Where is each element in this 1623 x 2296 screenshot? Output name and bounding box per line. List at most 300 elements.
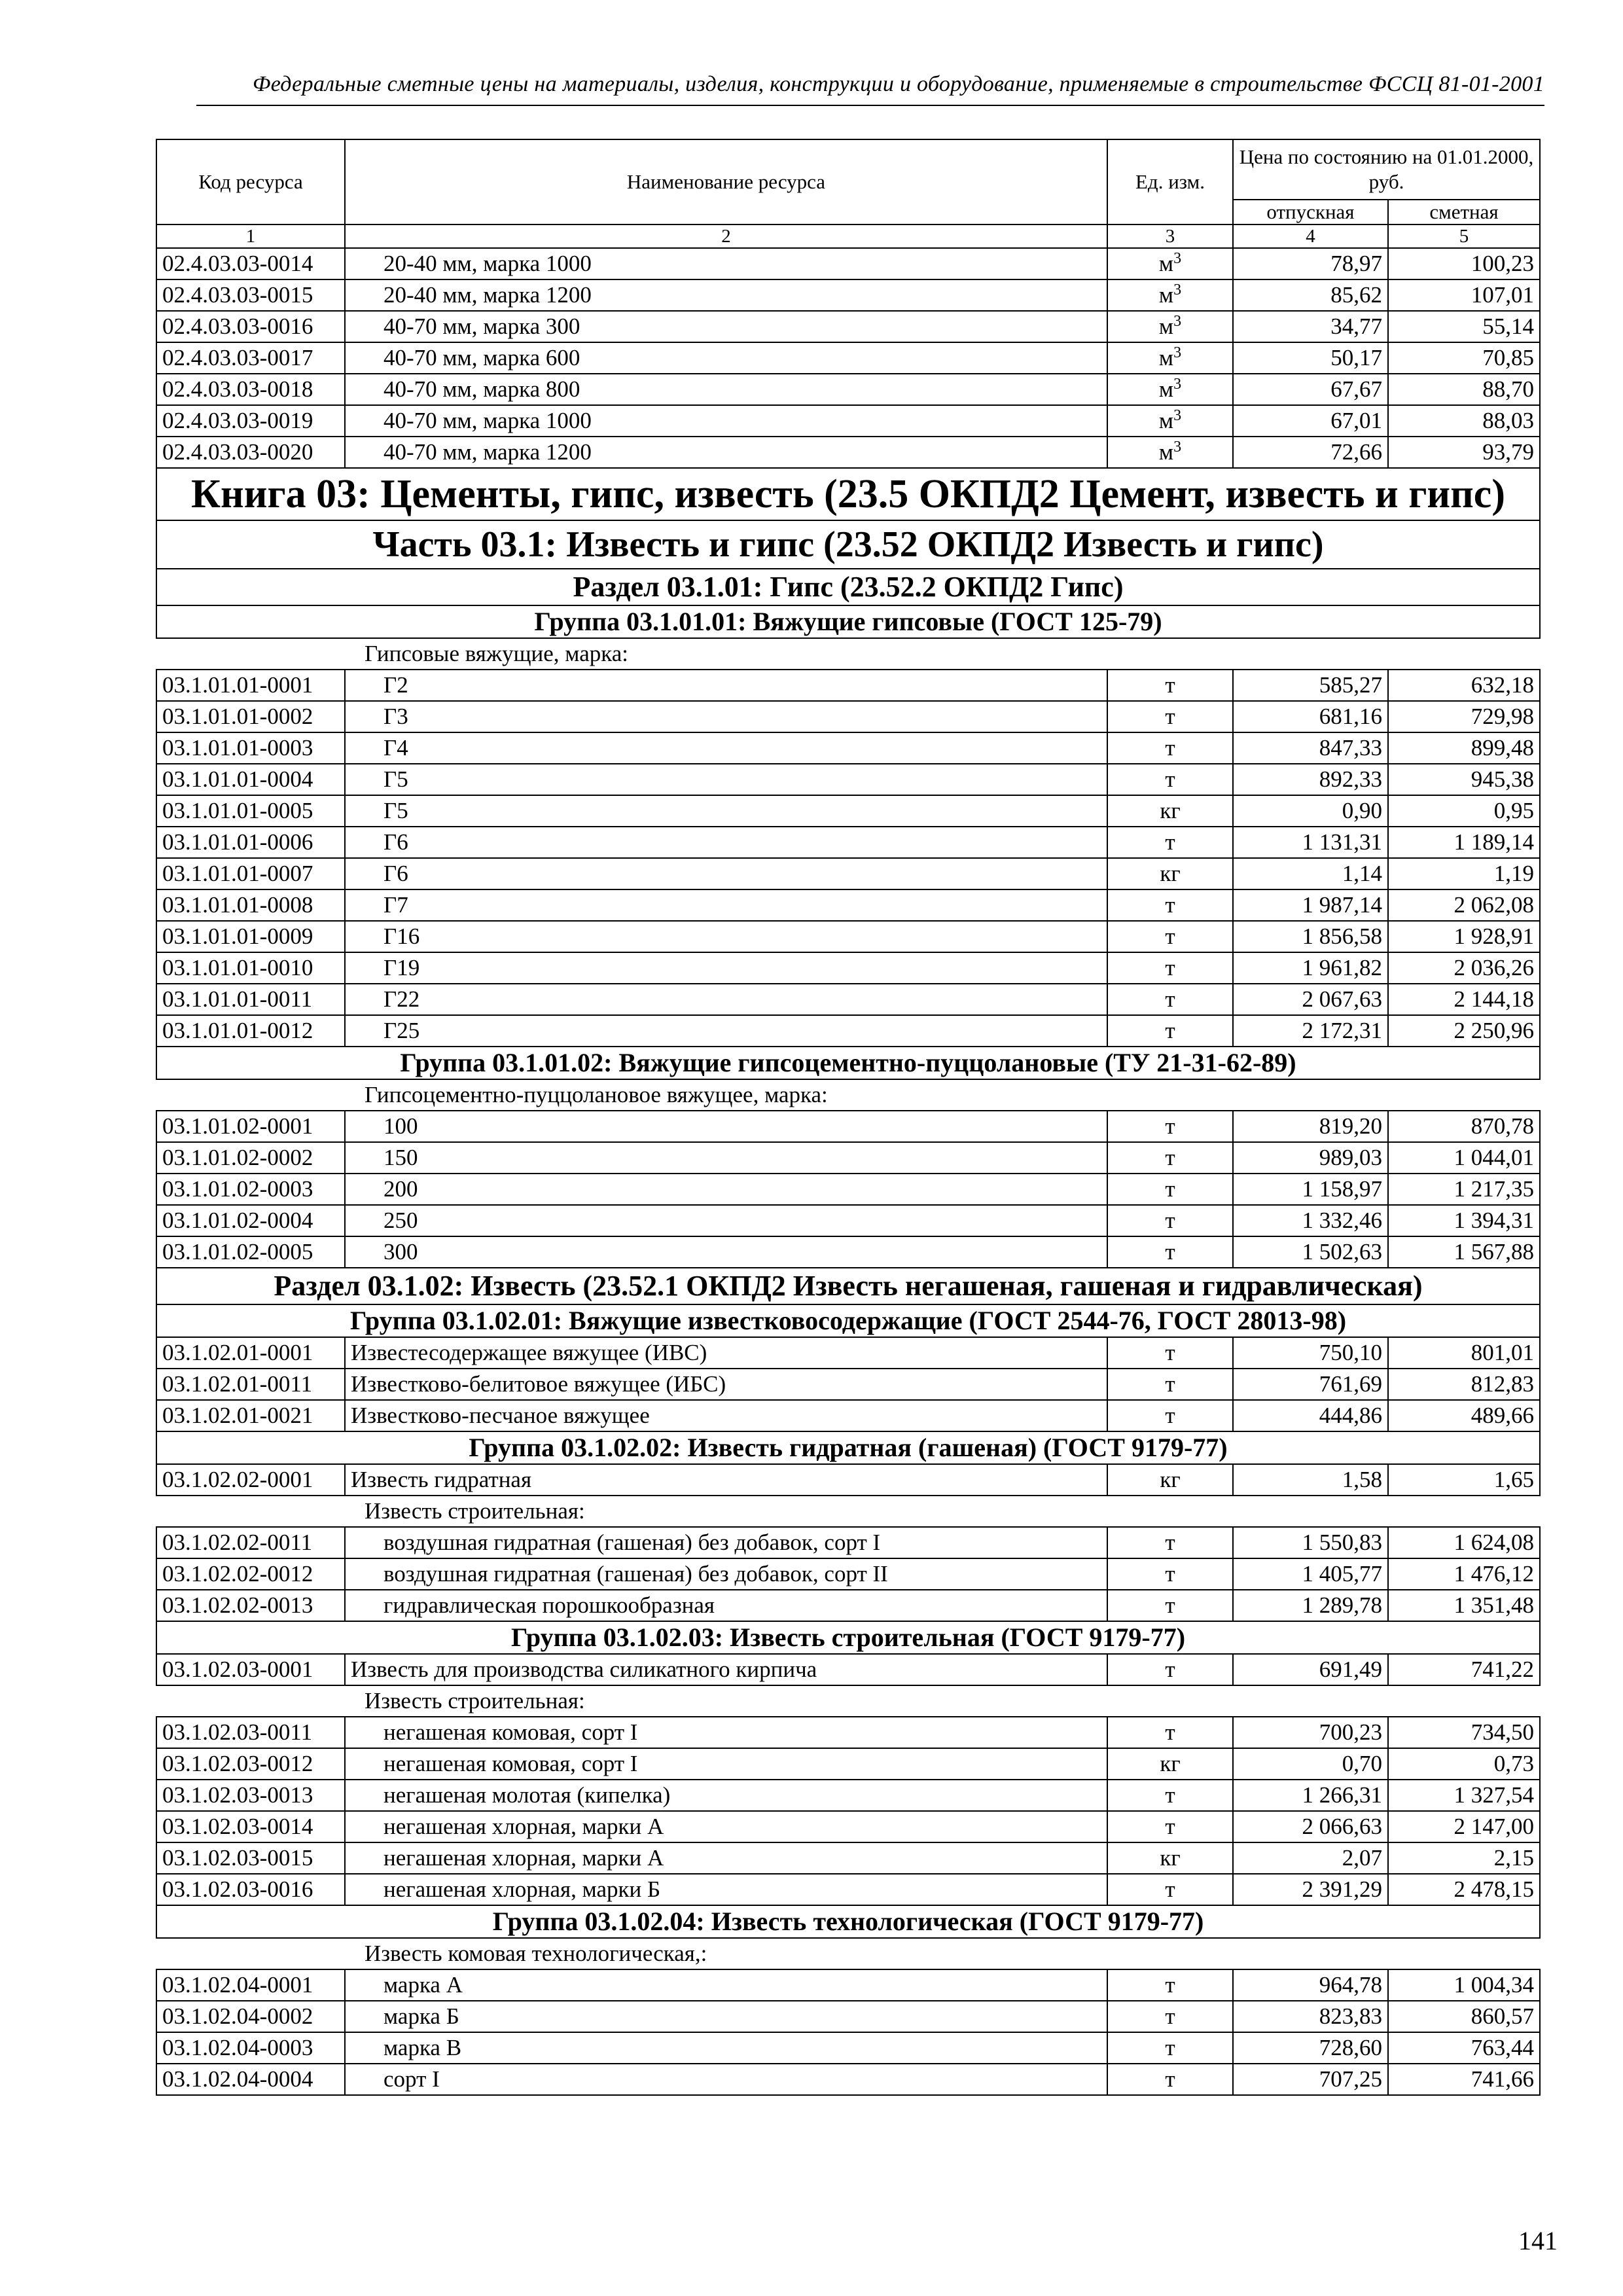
estimate-price: 2 144,18	[1388, 984, 1540, 1015]
subheading-row	[156, 1079, 1540, 1111]
estimate-price: 1 044,01	[1388, 1142, 1540, 1174]
unit-text: т	[1165, 2003, 1175, 2029]
book-heading: Книга 03: Цементы, гипс, известь (23.5 ОКПД2 Цемент, известь и гипс)	[156, 468, 1540, 520]
resource-code: 03.1.01.01-0007	[156, 858, 345, 889]
unit-exponent: 3	[1173, 313, 1182, 330]
resource-code: 03.1.02.02-0011	[156, 1527, 345, 1558]
subheading-text: Известь строительная:	[156, 1685, 1540, 1717]
table-row	[156, 1174, 1540, 1205]
table-row	[156, 1236, 1540, 1268]
release-price: 761,69	[1233, 1369, 1388, 1400]
release-price: 1,14	[1233, 858, 1388, 889]
table-row	[156, 437, 1540, 468]
release-price: 823,83	[1233, 2001, 1388, 2032]
resource-code: 03.1.02.04-0002	[156, 2001, 345, 2032]
table-row	[156, 952, 1540, 984]
estimate-price: 1 928,91	[1388, 921, 1540, 952]
unit-cell	[1107, 1590, 1233, 1621]
unit-text: т	[1165, 1592, 1175, 1618]
table-row	[156, 858, 1540, 889]
estimate-price: 741,22	[1388, 1654, 1540, 1685]
resource-name: 300	[345, 1236, 1107, 1268]
release-price: 1 856,58	[1233, 921, 1388, 952]
release-price: 85,62	[1233, 279, 1388, 311]
resource-code: 03.1.02.01-0011	[156, 1369, 345, 1400]
resource-name: Г19	[345, 952, 1107, 984]
resource-code: 03.1.02.03-0015	[156, 1842, 345, 1874]
estimate-price: 70,85	[1388, 342, 1540, 374]
section-heading-row	[156, 569, 1540, 605]
resource-code: 03.1.01.01-0008	[156, 889, 345, 921]
resource-name: 20-40 мм, марка 1200	[345, 279, 1107, 311]
table-row	[156, 670, 1540, 701]
subheading-text: Гипсовые вяжущие, марка:	[156, 638, 1540, 670]
column-header-unit: Ед. изм.	[1107, 139, 1233, 224]
resource-code: 03.1.01.02-0002	[156, 1142, 345, 1174]
release-price: 34,77	[1233, 311, 1388, 342]
unit-cell	[1107, 984, 1233, 1015]
unit-text: т	[1165, 1782, 1175, 1808]
estimate-price: 729,98	[1388, 701, 1540, 732]
unit-exponent: 3	[1173, 407, 1182, 424]
unit-text: кг	[1160, 798, 1181, 823]
resource-name: негашеная комовая, сорт I	[345, 1717, 1107, 1748]
unit-cell	[1107, 1717, 1233, 1748]
resource-name: 40-70 мм, марка 600	[345, 342, 1107, 374]
unit-cell	[1107, 1811, 1233, 1842]
unit-text: кг	[1160, 861, 1181, 886]
table-row	[156, 764, 1540, 795]
estimate-price: 1 351,48	[1388, 1590, 1540, 1621]
release-price: 67,67	[1233, 374, 1388, 405]
release-price: 0,70	[1233, 1748, 1388, 1780]
unit-cell	[1107, 248, 1233, 279]
group-heading: Группа 03.1.01.01: Вяжущие гипсовые (ГОСТ 125-79)	[156, 605, 1540, 638]
estimate-price: 2 062,08	[1388, 889, 1540, 921]
unit-cell	[1107, 1558, 1233, 1590]
unit-cell	[1107, 405, 1233, 437]
table-row	[156, 1111, 1540, 1142]
release-price: 1 502,63	[1233, 1236, 1388, 1268]
estimate-price: 801,01	[1388, 1337, 1540, 1369]
release-price: 819,20	[1233, 1111, 1388, 1142]
resource-name: 200	[345, 1174, 1107, 1205]
release-price: 681,16	[1233, 701, 1388, 732]
release-price: 2,07	[1233, 1842, 1388, 1874]
unit-cell	[1107, 670, 1233, 701]
unit-text: т	[1165, 1113, 1175, 1139]
unit-text: т	[1165, 1530, 1175, 1555]
unit-cell	[1107, 374, 1233, 405]
unit-text: м	[1158, 282, 1174, 308]
unit-cell	[1107, 1842, 1233, 1874]
page-header: Федеральные сметные цены на материалы, изделия, конструкции и оборудование, применяемые в строительстве ФССЦ 81-01-2001	[253, 72, 1544, 96]
table-row	[156, 1780, 1540, 1811]
estimate-price: 489,66	[1388, 1400, 1540, 1431]
column-number: 4	[1233, 224, 1388, 248]
resource-name: марка А	[345, 1969, 1107, 2001]
resource-name: 150	[345, 1142, 1107, 1174]
column-header-price: Цена по состоянию на 01.01.2000, руб.	[1233, 139, 1540, 200]
unit-text: т	[1165, 1403, 1175, 1428]
table-row	[156, 1811, 1540, 1842]
release-price: 700,23	[1233, 1717, 1388, 1748]
resource-code: 03.1.01.01-0001	[156, 670, 345, 701]
resource-name: Известь для производства силикатного кирпича	[345, 1654, 1107, 1685]
release-price: 67,01	[1233, 405, 1388, 437]
unit-text: т	[1165, 1371, 1175, 1397]
group-heading: Группа 03.1.02.03: Известь строительная (ГОСТ 9179-77)	[156, 1621, 1540, 1654]
resource-code: 03.1.02.03-0013	[156, 1780, 345, 1811]
unit-text: т	[1165, 1239, 1175, 1265]
unit-text: т	[1165, 1145, 1175, 1170]
unit-cell	[1107, 889, 1233, 921]
unit-cell	[1107, 827, 1233, 858]
estimate-price: 1 004,34	[1388, 1969, 1540, 2001]
table-row	[156, 248, 1540, 279]
estimate-price: 2,15	[1388, 1842, 1540, 1874]
estimate-price: 0,95	[1388, 795, 1540, 827]
resource-name: Известково-песчаное вяжущее	[345, 1400, 1107, 1431]
group-heading-row	[156, 1047, 1540, 1079]
unit-text: кг	[1160, 1845, 1181, 1871]
resource-code: 03.1.02.03-0001	[156, 1654, 345, 1685]
unit-cell	[1107, 1236, 1233, 1268]
estimate-price: 2 036,26	[1388, 952, 1540, 984]
estimate-price: 1 189,14	[1388, 827, 1540, 858]
estimate-price: 88,70	[1388, 374, 1540, 405]
estimate-price: 812,83	[1388, 1369, 1540, 1400]
unit-text: м	[1158, 439, 1174, 465]
resource-name: 20-40 мм, марка 1000	[345, 248, 1107, 279]
unit-cell	[1107, 2064, 1233, 2095]
unit-exponent: 3	[1173, 439, 1182, 456]
resource-name: Г5	[345, 764, 1107, 795]
table-row	[156, 342, 1540, 374]
resource-code: 02.4.03.03-0016	[156, 311, 345, 342]
resource-code: 03.1.02.03-0014	[156, 1811, 345, 1842]
resource-name: 40-70 мм, марка 1200	[345, 437, 1107, 468]
resource-name: Г4	[345, 732, 1107, 764]
table-row	[156, 1205, 1540, 1236]
table-row	[156, 889, 1540, 921]
unit-text: т	[1165, 1561, 1175, 1587]
table-row	[156, 1464, 1540, 1496]
release-price: 892,33	[1233, 764, 1388, 795]
release-price: 1 987,14	[1233, 889, 1388, 921]
resource-name: негашеная хлорная, марки А	[345, 1842, 1107, 1874]
estimate-price: 1 624,08	[1388, 1527, 1540, 1558]
unit-exponent: 3	[1173, 344, 1182, 361]
release-price: 50,17	[1233, 342, 1388, 374]
group-heading-row	[156, 1304, 1540, 1337]
unit-text: т	[1165, 829, 1175, 855]
resource-name: 250	[345, 1205, 1107, 1236]
resource-code: 02.4.03.03-0017	[156, 342, 345, 374]
release-price: 444,86	[1233, 1400, 1388, 1431]
table-row	[156, 795, 1540, 827]
resource-code: 03.1.02.04-0001	[156, 1969, 345, 2001]
resource-name: марка Б	[345, 2001, 1107, 2032]
resource-name: воздушная гидратная (гашеная) без добавок, сорт I	[345, 1527, 1107, 1558]
resource-code: 02.4.03.03-0020	[156, 437, 345, 468]
table-row	[156, 732, 1540, 764]
table-row	[156, 1400, 1540, 1431]
resource-code: 03.1.02.01-0001	[156, 1337, 345, 1369]
unit-cell	[1107, 437, 1233, 468]
resource-code: 03.1.02.03-0016	[156, 1874, 345, 1905]
unit-text: кг	[1160, 1751, 1181, 1776]
resource-name: Г16	[345, 921, 1107, 952]
estimate-price: 0,73	[1388, 1748, 1540, 1780]
subheading-row	[156, 1938, 1540, 1969]
unit-text: т	[1165, 1340, 1175, 1365]
estimate-price: 741,66	[1388, 2064, 1540, 2095]
resource-name: сорт I	[345, 2064, 1107, 2095]
table-row	[156, 827, 1540, 858]
release-price: 78,97	[1233, 248, 1388, 279]
estimate-price: 100,23	[1388, 248, 1540, 279]
resource-name: Г3	[345, 701, 1107, 732]
group-heading: Группа 03.1.01.02: Вяжущие гипсоцементно-пуццолановые (ТУ 21-31-62-89)	[156, 1047, 1540, 1079]
group-heading: Группа 03.1.02.01: Вяжущие известковосодержащие (ГОСТ 2544-76, ГОСТ 28013-98)	[156, 1304, 1540, 1337]
resource-name: Г22	[345, 984, 1107, 1015]
estimate-price: 734,50	[1388, 1717, 1540, 1748]
subheading-text: Известь строительная:	[156, 1496, 1540, 1527]
group-heading-row	[156, 1905, 1540, 1938]
resource-name: воздушная гидратная (гашеная) без добавок, сорт II	[345, 1558, 1107, 1590]
estimate-price: 1 567,88	[1388, 1236, 1540, 1268]
resource-name: Г6	[345, 827, 1107, 858]
release-price: 72,66	[1233, 437, 1388, 468]
table-row	[156, 1337, 1540, 1369]
resource-name: Г25	[345, 1015, 1107, 1047]
column-header-name: Наименование ресурса	[345, 139, 1107, 224]
group-heading: Группа 03.1.02.04: Известь технологическая (ГОСТ 9179-77)	[156, 1905, 1540, 1938]
price-table	[156, 139, 1541, 2096]
unit-cell	[1107, 1654, 1233, 1685]
subheading-row	[156, 1685, 1540, 1717]
estimate-price: 632,18	[1388, 670, 1540, 701]
table-row	[156, 2001, 1540, 2032]
release-price: 0,90	[1233, 795, 1388, 827]
column-header-code: Код ресурса	[156, 139, 345, 224]
unit-text: м	[1158, 251, 1174, 276]
unit-text: т	[1165, 735, 1175, 761]
resource-code: 03.1.01.02-0004	[156, 1205, 345, 1236]
unit-cell	[1107, 279, 1233, 311]
unit-exponent: 3	[1173, 281, 1182, 298]
resource-code: 03.1.01.01-0006	[156, 827, 345, 858]
group-heading: Группа 03.1.02.02: Известь гидратная (гашеная) (ГОСТ 9179-77)	[156, 1431, 1540, 1464]
estimate-price: 93,79	[1388, 437, 1540, 468]
unit-text: т	[1165, 986, 1175, 1012]
resource-code: 03.1.01.01-0012	[156, 1015, 345, 1047]
unit-text: т	[1165, 1208, 1175, 1233]
unit-text: т	[1165, 2035, 1175, 2060]
section-heading: Раздел 03.1.02: Известь (23.52.1 ОКПД2 Известь негашеная, гашеная и гидравлическая)	[156, 1268, 1540, 1304]
resource-code: 03.1.01.01-0004	[156, 764, 345, 795]
column-number: 2	[345, 224, 1107, 248]
column-number: 1	[156, 224, 345, 248]
table-row	[156, 1654, 1540, 1685]
unit-text: м	[1158, 345, 1174, 370]
table-row	[156, 405, 1540, 437]
estimate-price: 1,19	[1388, 858, 1540, 889]
unit-cell	[1107, 732, 1233, 764]
resource-code: 02.4.03.03-0019	[156, 405, 345, 437]
release-price: 1 405,77	[1233, 1558, 1388, 1590]
release-price: 1 131,31	[1233, 827, 1388, 858]
unit-text: т	[1165, 1176, 1175, 1202]
release-price: 964,78	[1233, 1969, 1388, 2001]
estimate-price: 1 394,31	[1388, 1205, 1540, 1236]
table-row	[156, 1717, 1540, 1748]
release-price: 2 172,31	[1233, 1015, 1388, 1047]
subheading-row	[156, 1496, 1540, 1527]
unit-cell	[1107, 342, 1233, 374]
unit-cell	[1107, 1015, 1233, 1047]
release-price: 691,49	[1233, 1654, 1388, 1685]
table-row	[156, 279, 1540, 311]
unit-cell	[1107, 2032, 1233, 2064]
resource-name: Известь гидратная	[345, 1464, 1107, 1496]
resource-name: Известесодержащее вяжущее (ИВС)	[345, 1337, 1107, 1369]
unit-cell	[1107, 1780, 1233, 1811]
subheading-row	[156, 638, 1540, 670]
resource-name: негашеная комовая, сорт I	[345, 1748, 1107, 1780]
estimate-price: 2 250,96	[1388, 1015, 1540, 1047]
table-row	[156, 1874, 1540, 1905]
table-row	[156, 1142, 1540, 1174]
unit-text: т	[1165, 766, 1175, 792]
table-row	[156, 701, 1540, 732]
table-row	[156, 2064, 1540, 2095]
section-heading-row	[156, 1268, 1540, 1304]
resource-code: 03.1.02.03-0012	[156, 1748, 345, 1780]
table-row	[156, 1842, 1540, 1874]
resource-code: 03.1.01.01-0011	[156, 984, 345, 1015]
estimate-price: 763,44	[1388, 2032, 1540, 2064]
group-heading-row	[156, 605, 1540, 638]
resource-code: 03.1.02.01-0021	[156, 1400, 345, 1431]
estimate-price: 1 327,54	[1388, 1780, 1540, 1811]
resource-name: Г5	[345, 795, 1107, 827]
estimate-price: 1,65	[1388, 1464, 1540, 1496]
group-heading-row	[156, 1621, 1540, 1654]
unit-cell	[1107, 952, 1233, 984]
subheading-text: Известь комовая технологическая,:	[156, 1938, 1540, 1969]
release-price: 1,58	[1233, 1464, 1388, 1496]
unit-cell	[1107, 1205, 1233, 1236]
release-price: 1 550,83	[1233, 1527, 1388, 1558]
group-heading-row	[156, 1431, 1540, 1464]
estimate-price: 860,57	[1388, 2001, 1540, 2032]
release-price: 1 961,82	[1233, 952, 1388, 984]
estimate-price: 2 147,00	[1388, 1811, 1540, 1842]
unit-text: т	[1165, 1972, 1175, 1998]
resource-code: 02.4.03.03-0015	[156, 279, 345, 311]
unit-text: т	[1165, 1876, 1175, 1902]
unit-cell	[1107, 858, 1233, 889]
release-price: 707,25	[1233, 2064, 1388, 2095]
resource-name: 100	[345, 1111, 1107, 1142]
resource-name: Г2	[345, 670, 1107, 701]
column-header-release: отпускная	[1233, 200, 1388, 224]
resource-name: 40-70 мм, марка 800	[345, 374, 1107, 405]
resource-name: Г6	[345, 858, 1107, 889]
resource-code: 03.1.02.02-0001	[156, 1464, 345, 1496]
unit-cell	[1107, 1337, 1233, 1369]
release-price: 2 391,29	[1233, 1874, 1388, 1905]
estimate-price: 1 217,35	[1388, 1174, 1540, 1205]
estimate-price: 107,01	[1388, 279, 1540, 311]
resource-code: 03.1.01.02-0003	[156, 1174, 345, 1205]
table-row	[156, 921, 1540, 952]
unit-cell	[1107, 1874, 1233, 1905]
release-price: 2 066,63	[1233, 1811, 1388, 1842]
unit-cell	[1107, 1969, 1233, 2001]
unit-text: м	[1158, 314, 1174, 339]
unit-text: м	[1158, 408, 1174, 433]
resource-code: 03.1.01.02-0005	[156, 1236, 345, 1268]
resource-code: 02.4.03.03-0014	[156, 248, 345, 279]
release-price: 1 289,78	[1233, 1590, 1388, 1621]
estimate-price: 55,14	[1388, 311, 1540, 342]
book-heading-row	[156, 468, 1540, 520]
unit-cell	[1107, 1748, 1233, 1780]
resource-name: гидравлическая порошкообразная	[345, 1590, 1107, 1621]
resource-code: 03.1.01.01-0009	[156, 921, 345, 952]
unit-cell	[1107, 921, 1233, 952]
unit-text: т	[1165, 1657, 1175, 1682]
estimate-price: 88,03	[1388, 405, 1540, 437]
release-price: 2 067,63	[1233, 984, 1388, 1015]
resource-code: 03.1.01.01-0005	[156, 795, 345, 827]
unit-cell	[1107, 701, 1233, 732]
unit-exponent: 3	[1173, 250, 1182, 267]
column-header-estimate: сметная	[1388, 200, 1540, 224]
unit-text: т	[1165, 2066, 1175, 2092]
table-row	[156, 1590, 1540, 1621]
release-price: 1 266,31	[1233, 1780, 1388, 1811]
unit-cell	[1107, 1527, 1233, 1558]
estimate-price: 1 476,12	[1388, 1558, 1540, 1590]
unit-cell	[1107, 1111, 1233, 1142]
unit-cell	[1107, 1369, 1233, 1400]
release-price: 1 158,97	[1233, 1174, 1388, 1205]
unit-text: т	[1165, 1814, 1175, 1839]
release-price: 989,03	[1233, 1142, 1388, 1174]
unit-text: м	[1158, 376, 1174, 402]
release-price: 1 332,46	[1233, 1205, 1388, 1236]
resource-name: негашеная хлорная, марки Б	[345, 1874, 1107, 1905]
resource-code: 03.1.01.01-0003	[156, 732, 345, 764]
unit-exponent: 3	[1173, 376, 1182, 393]
part-heading-row	[156, 520, 1540, 569]
resource-code: 03.1.01.01-0002	[156, 701, 345, 732]
unit-cell	[1107, 764, 1233, 795]
estimate-price: 870,78	[1388, 1111, 1540, 1142]
unit-cell	[1107, 1142, 1233, 1174]
unit-text: т	[1165, 892, 1175, 918]
table-row	[156, 1369, 1540, 1400]
unit-text: т	[1165, 924, 1175, 949]
table-row	[156, 1558, 1540, 1590]
resource-name: 40-70 мм, марка 300	[345, 311, 1107, 342]
table-row	[156, 311, 1540, 342]
column-number: 5	[1388, 224, 1540, 248]
